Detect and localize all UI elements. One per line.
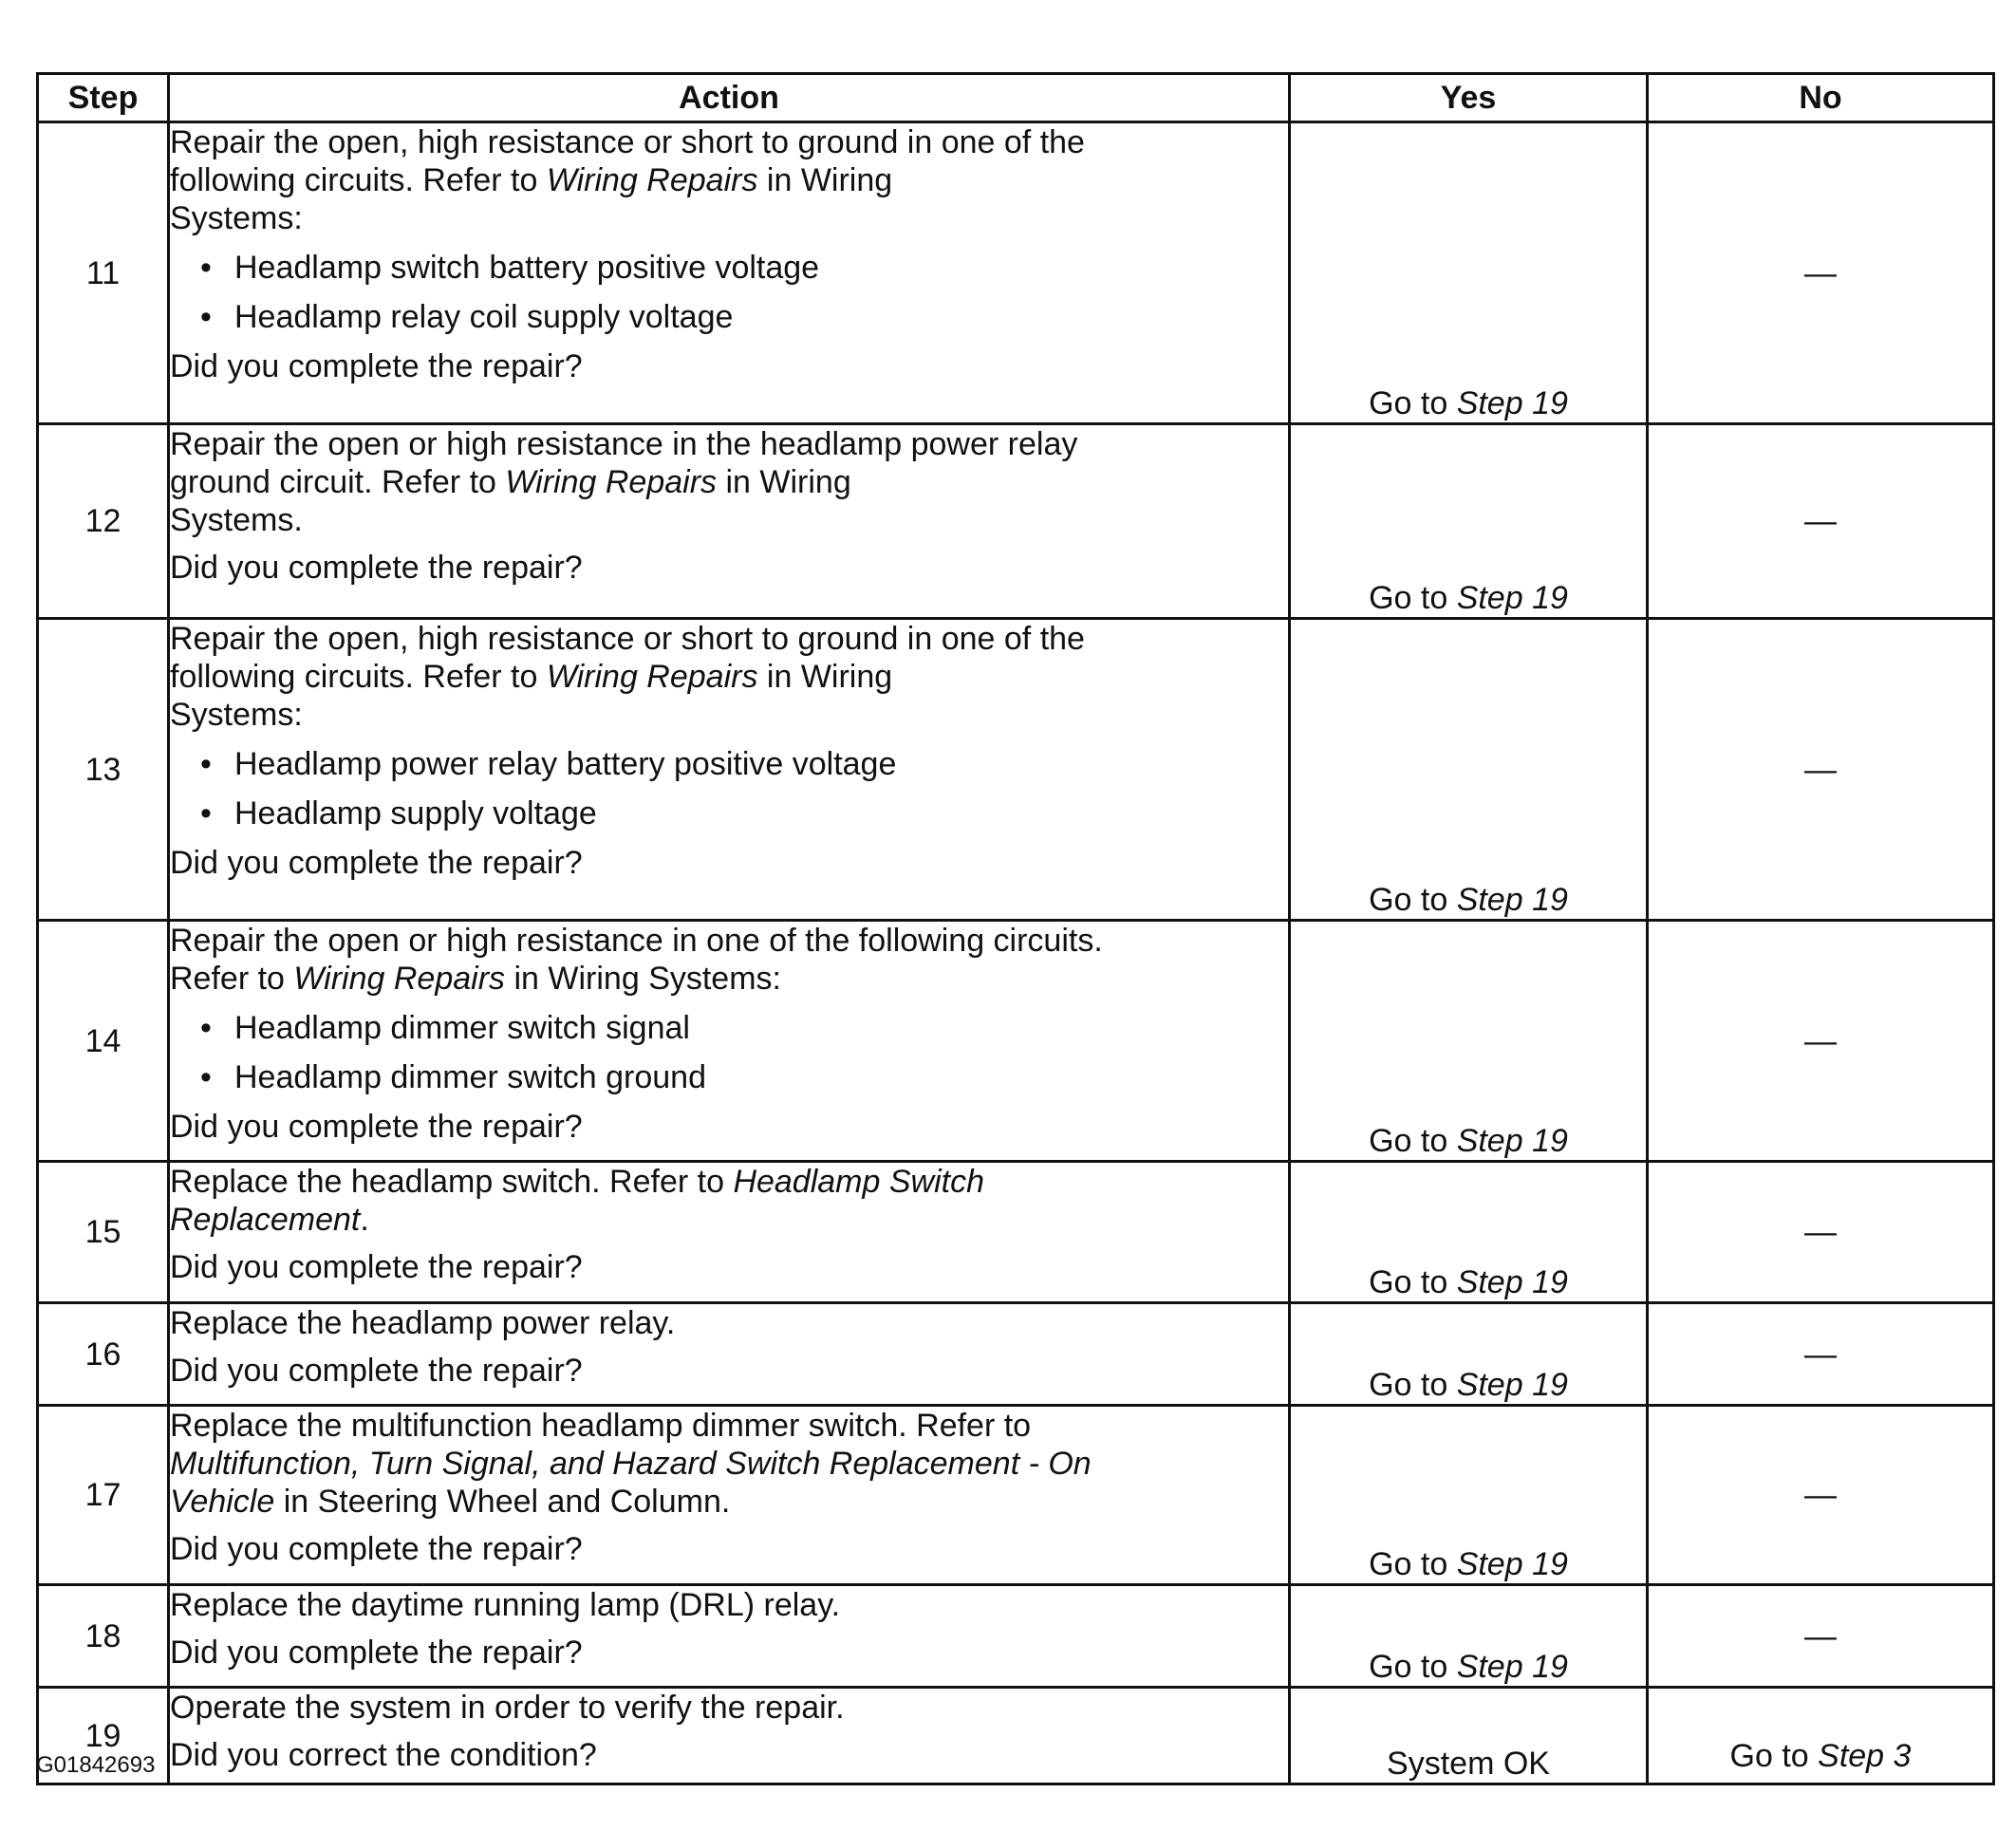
yes-cell: Go to Step 19 xyxy=(1290,1162,1648,1303)
table-row xyxy=(38,1406,1994,1585)
action-cell xyxy=(169,1162,1290,1303)
no-cell: — xyxy=(1648,921,1994,1162)
reference-link: Wiring Repairs xyxy=(546,162,758,198)
question-text: Did you complete the repair? xyxy=(170,1635,583,1671)
action-line: following circuits. Refer to Wiring Repairs in Wiring xyxy=(170,162,893,198)
action-line: Replace the headlamp power relay. xyxy=(170,1305,676,1341)
step-number: 13 xyxy=(38,619,169,921)
bullet-item: • Headlamp dimmer switch signal xyxy=(200,1010,690,1046)
action-cell xyxy=(169,1585,1290,1688)
action-line: Systems: xyxy=(170,697,303,733)
step-number: 11 xyxy=(38,122,169,424)
action-line: Systems: xyxy=(170,200,303,236)
reference-link: Wiring Repairs xyxy=(293,961,506,997)
table-row xyxy=(38,122,1994,424)
action-line: Replacement. xyxy=(170,1202,369,1238)
step-reference: Step 19 xyxy=(1456,385,1568,421)
reference-link: Wiring Repairs xyxy=(546,659,758,695)
step-reference: Step 19 xyxy=(1456,580,1568,616)
step-number: 14 xyxy=(38,921,169,1162)
question-text: Did you complete the repair? xyxy=(170,1249,583,1285)
table-row xyxy=(38,1585,1994,1688)
diagnostic-table xyxy=(36,72,1995,1785)
no-cell: — xyxy=(1648,1162,1994,1303)
reference-link: Replacement xyxy=(170,1202,361,1238)
step-reference: Step 19 xyxy=(1456,1546,1568,1582)
action-line: Replace the daytime running lamp (DRL) relay. xyxy=(170,1587,841,1623)
bullet-item: • Headlamp power relay battery positive voltage xyxy=(200,746,897,782)
yes-cell: Go to Step 19 xyxy=(1290,1406,1648,1585)
question-text: Did you correct the condition? xyxy=(170,1737,597,1773)
action-line: Repair the open, high resistance or short to ground in one of the xyxy=(170,621,1085,657)
no-cell: Go to Step 3 xyxy=(1648,1688,1994,1784)
table-row xyxy=(38,424,1994,619)
action-cell xyxy=(169,619,1290,921)
yes-cell: Go to Step 19 xyxy=(1290,1585,1648,1688)
no-cell: — xyxy=(1648,424,1994,619)
table-row xyxy=(38,1688,1994,1784)
action-line: Replace the headlamp switch. Refer to Headlamp Switch xyxy=(170,1164,984,1200)
step-number: 15 xyxy=(38,1162,169,1303)
reference-link: Multifunction, Turn Signal, and Hazard Switch Replacement - On xyxy=(170,1446,1092,1482)
bullet-item: • Headlamp relay coil supply voltage xyxy=(200,299,734,335)
action-line: Repair the open or high resistance in the headlamp power relay xyxy=(170,426,1078,462)
no-cell: — xyxy=(1648,122,1994,424)
step-reference: Step 19 xyxy=(1456,1649,1568,1685)
action-line: Systems. xyxy=(170,502,303,538)
action-cell xyxy=(169,921,1290,1162)
header-yes: Yes xyxy=(1290,74,1648,122)
action-line: ground circuit. Refer to Wiring Repairs in Wiring xyxy=(170,464,851,500)
step-number: 17 xyxy=(38,1406,169,1585)
action-cell xyxy=(169,1406,1290,1585)
reference-link: Vehicle xyxy=(170,1484,275,1520)
question-text: Did you complete the repair? xyxy=(170,348,583,384)
yes-cell: Go to Step 19 xyxy=(1290,122,1648,424)
step-reference: Step 3 xyxy=(1818,1738,1912,1774)
reference-link: Wiring Repairs xyxy=(505,464,718,500)
action-line xyxy=(170,1445,1288,1483)
header-step: Step xyxy=(38,74,169,122)
bullet-item: • Headlamp dimmer switch ground xyxy=(200,1059,706,1095)
no-cell: — xyxy=(1648,1585,1994,1688)
bullet-item: • Headlamp supply voltage xyxy=(200,795,597,831)
action-cell xyxy=(169,424,1290,619)
no-cell: — xyxy=(1648,1406,1994,1585)
action-line: Vehicle in Steering Wheel and Column. xyxy=(170,1484,731,1520)
action-line: Operate the system in order to verify the repair. xyxy=(170,1690,845,1726)
action-line: Refer to Wiring Repairs in Wiring Systems: xyxy=(170,961,781,997)
action-cell xyxy=(169,1688,1290,1784)
table-row xyxy=(38,619,1994,921)
yes-cell: System OK xyxy=(1290,1688,1648,1784)
step-reference: Step 19 xyxy=(1456,1367,1568,1403)
no-cell: — xyxy=(1648,619,1994,921)
yes-cell: Go to Step 19 xyxy=(1290,424,1648,619)
step-reference: Step 19 xyxy=(1456,882,1568,918)
table-row xyxy=(38,1303,1994,1406)
table-row xyxy=(38,921,1994,1162)
bullet-item: • Headlamp switch battery positive voltage xyxy=(200,250,820,286)
action-cell xyxy=(169,1303,1290,1406)
reference-link: Headlamp Switch xyxy=(733,1164,984,1200)
action-line: following circuits. Refer to Wiring Repairs in Wiring xyxy=(170,659,893,695)
yes-cell: Go to Step 19 xyxy=(1290,619,1648,921)
action-line: Replace the multifunction headlamp dimmer switch. Refer to xyxy=(170,1408,1032,1444)
question-text: Did you complete the repair? xyxy=(170,1531,583,1567)
question-text: Did you complete the repair? xyxy=(170,845,583,881)
header-no: No xyxy=(1648,74,1994,122)
question-text: Did you complete the repair? xyxy=(170,1353,583,1389)
table-row xyxy=(38,1162,1994,1303)
no-cell: — xyxy=(1648,1303,1994,1406)
action-line: Repair the open, high resistance or short to ground in one of the xyxy=(170,124,1085,160)
question-text: Did you complete the repair? xyxy=(170,550,583,586)
action-line: Repair the open or high resistance in one of the following circuits. xyxy=(170,923,1103,959)
step-number: 12 xyxy=(38,424,169,619)
header-action: Action xyxy=(169,74,1290,122)
step-number: 19 xyxy=(38,1688,169,1784)
yes-cell: Go to Step 19 xyxy=(1290,1303,1648,1406)
step-reference: Step 19 xyxy=(1456,1123,1568,1159)
yes-cell: Go to Step 19 xyxy=(1290,921,1648,1162)
action-cell xyxy=(169,122,1290,424)
header-row xyxy=(38,74,1994,122)
step-number: 18 xyxy=(38,1585,169,1688)
step-number: 16 xyxy=(38,1303,169,1406)
figure-code: G01842693 xyxy=(36,1752,156,1778)
question-text: Did you complete the repair? xyxy=(170,1109,583,1145)
step-reference: Step 19 xyxy=(1456,1264,1568,1300)
